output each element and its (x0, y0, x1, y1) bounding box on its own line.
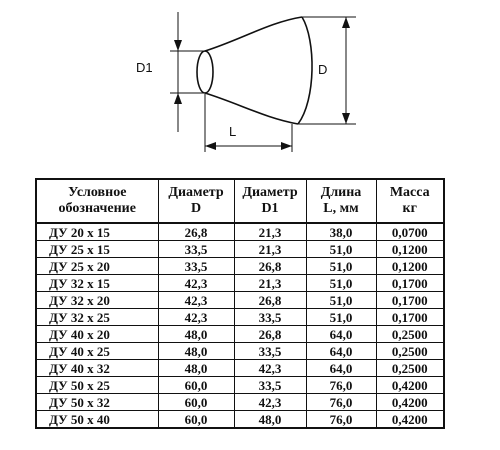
cell-mass: 0,0700 (376, 223, 444, 241)
l-arrow-right (281, 142, 292, 150)
cell-designation: ДУ 25 х 20 (36, 258, 158, 275)
cell-diameter-d1: 33,5 (234, 309, 306, 326)
cell-length: 51,0 (306, 241, 376, 258)
d-arrow-bottom (342, 113, 350, 124)
reducer-spec-table (35, 178, 445, 429)
cell-mass: 0,2500 (376, 360, 444, 377)
cell-mass: 0,1700 (376, 292, 444, 309)
cell-length: 76,0 (306, 394, 376, 411)
table-row (36, 309, 444, 326)
cell-mass: 0,4200 (376, 394, 444, 411)
cell-diameter-d1: 21,3 (234, 275, 306, 292)
cone-bottom-curve (205, 93, 298, 124)
cell-designation: ДУ 32 х 20 (36, 292, 158, 309)
cell-designation: ДУ 20 х 15 (36, 223, 158, 241)
cell-designation: ДУ 32 х 15 (36, 275, 158, 292)
cell-designation: ДУ 50 х 25 (36, 377, 158, 394)
cell-length: 64,0 (306, 326, 376, 343)
header-row (36, 179, 444, 223)
cell-diameter-d: 42,3 (158, 292, 234, 309)
cell-length: 76,0 (306, 377, 376, 394)
reducer-sketch (0, 0, 500, 175)
header-diameter-d: Диаметр D (158, 179, 234, 223)
table-row (36, 360, 444, 377)
cell-diameter-d1: 26,8 (234, 326, 306, 343)
table-body (36, 223, 444, 428)
table-row (36, 292, 444, 309)
cell-diameter-d1: 48,0 (234, 411, 306, 429)
cell-diameter-d1: 21,3 (234, 223, 306, 241)
cell-length: 51,0 (306, 309, 376, 326)
cell-diameter-d: 42,3 (158, 275, 234, 292)
cell-designation: ДУ 40 х 32 (36, 360, 158, 377)
d1-label: D1 (136, 60, 153, 75)
cell-length: 64,0 (306, 343, 376, 360)
cell-diameter-d: 48,0 (158, 360, 234, 377)
table-row (36, 258, 444, 275)
d1-arrow-top (174, 40, 182, 51)
header-diameter-d1: Диаметр D1 (234, 179, 306, 223)
small-end-ellipse (197, 51, 213, 93)
header-length: Длина L, мм (306, 179, 376, 223)
cell-diameter-d: 60,0 (158, 394, 234, 411)
cell-diameter-d: 33,5 (158, 258, 234, 275)
cell-diameter-d: 48,0 (158, 326, 234, 343)
table-row (36, 241, 444, 258)
table-row (36, 223, 444, 241)
cell-length: 51,0 (306, 275, 376, 292)
cone-top-curve (205, 17, 302, 51)
cell-mass: 0,1200 (376, 258, 444, 275)
d-arrow-top (342, 17, 350, 28)
cell-mass: 0,4200 (376, 411, 444, 429)
cell-diameter-d: 26,8 (158, 223, 234, 241)
cell-diameter-d1: 33,5 (234, 377, 306, 394)
table-row (36, 377, 444, 394)
cell-mass: 0,2500 (376, 343, 444, 360)
cell-diameter-d1: 21,3 (234, 241, 306, 258)
l-arrow-left (205, 142, 216, 150)
cell-mass: 0,2500 (376, 326, 444, 343)
cell-mass: 0,1700 (376, 275, 444, 292)
table-row (36, 343, 444, 360)
cell-diameter-d: 60,0 (158, 411, 234, 429)
cell-diameter-d1: 26,8 (234, 292, 306, 309)
cell-mass: 0,1700 (376, 309, 444, 326)
cell-designation: ДУ 32 х 25 (36, 309, 158, 326)
cell-diameter-d: 42,3 (158, 309, 234, 326)
header-mass: Масса кг (376, 179, 444, 223)
d-label: D (318, 62, 328, 77)
large-end-arc (298, 17, 312, 124)
cell-diameter-d1: 26,8 (234, 258, 306, 275)
cell-designation: ДУ 25 х 15 (36, 241, 158, 258)
cell-diameter-d1: 33,5 (234, 343, 306, 360)
cell-diameter-d: 60,0 (158, 377, 234, 394)
cell-diameter-d: 48,0 (158, 343, 234, 360)
cell-mass: 0,1200 (376, 241, 444, 258)
cell-length: 51,0 (306, 292, 376, 309)
reducer-drawing (0, 0, 500, 175)
l-label: L (229, 124, 237, 139)
cell-diameter-d1: 42,3 (234, 360, 306, 377)
table-row (36, 394, 444, 411)
cell-designation: ДУ 50 х 32 (36, 394, 158, 411)
cell-length: 38,0 (306, 223, 376, 241)
d1-arrow-bottom (174, 93, 182, 104)
cell-designation: ДУ 40 х 20 (36, 326, 158, 343)
cell-length: 64,0 (306, 360, 376, 377)
cell-diameter-d1: 42,3 (234, 394, 306, 411)
table-row (36, 411, 444, 429)
cell-length: 51,0 (306, 258, 376, 275)
cell-designation: ДУ 50 х 40 (36, 411, 158, 429)
cell-diameter-d: 33,5 (158, 241, 234, 258)
cell-length: 76,0 (306, 411, 376, 429)
cell-designation: ДУ 40 х 25 (36, 343, 158, 360)
table-row (36, 275, 444, 292)
table-row (36, 326, 444, 343)
table-header (36, 179, 444, 223)
header-designation: Условное обозначение (36, 179, 158, 223)
cell-mass: 0,4200 (376, 377, 444, 394)
